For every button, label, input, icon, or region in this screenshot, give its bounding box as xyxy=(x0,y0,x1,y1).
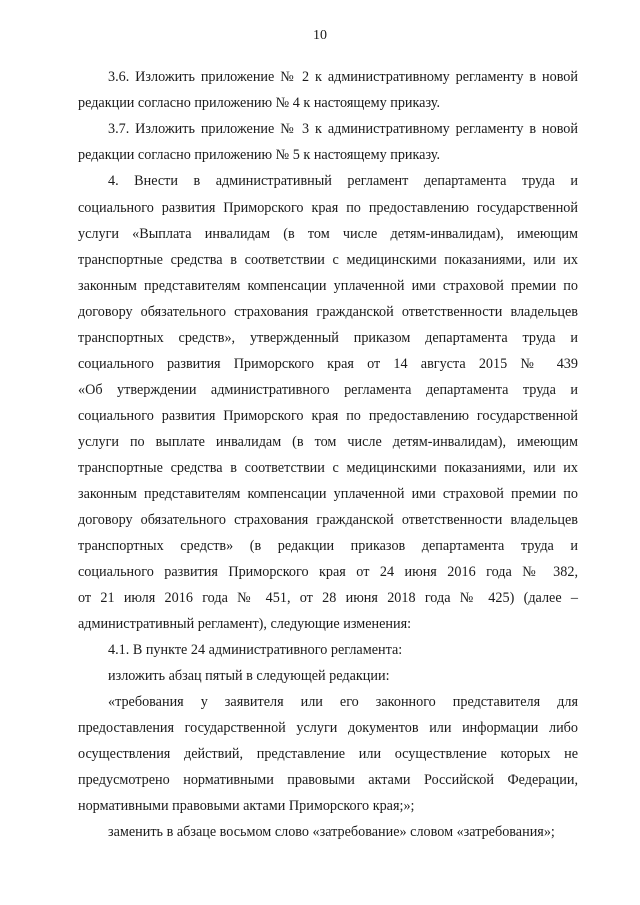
text-line: «требования у заявителя или его законного представителя для xyxy=(108,694,578,710)
text-line: 4. Внести в административный регламент департамента труда и xyxy=(108,173,578,189)
text-line: законным представителям компенсации уплаченной ими страховой премии по xyxy=(78,486,578,502)
text-line: услуги «Выплата инвалидам (в том числе детям-инвалидам), имеющим xyxy=(78,226,578,242)
text-line: редакции согласно приложению № 4 к настоящему приказу. xyxy=(78,95,441,111)
text-line: нормативными правовыми актами Приморского края;»; xyxy=(78,798,415,814)
text-line: социального развития Приморского края от 14 августа 2015 № 439 xyxy=(78,356,578,372)
text-line: транспортных средств» (в редакции приказов департамента труда и xyxy=(78,538,578,554)
text-line: транспортных средств», утвержденный приказом департамента труда и xyxy=(78,330,578,346)
text-line: редакции согласно приложению № 5 к настоящему приказу. xyxy=(78,147,441,163)
text-line: договору обязательного страхования гражданской ответственности владельцев xyxy=(78,304,578,320)
text-line: социального развития Приморского края от 24 июня 2016 года № 382, xyxy=(78,564,578,580)
text-line: транспортные средства в соответствии с медицинскими показаниями, или их xyxy=(78,460,578,476)
text-line: от 21 июля 2016 года № 451, от 28 июня 2018 года № 425) (далее – xyxy=(78,590,578,606)
page-number: 10 xyxy=(313,28,327,43)
text-line: транспортные средства в соответствии с медицинскими показаниями, или их xyxy=(78,252,578,268)
text-line: предусмотрено нормативными правовыми актами Российской Федерации, xyxy=(78,772,578,788)
text-line: договору обязательного страхования гражданской ответственности владельцев xyxy=(78,512,578,528)
text-line: 3.7. Изложить приложение № 3 к административному регламенту в новой xyxy=(108,121,578,137)
text-line: заменить в абзаце восьмом слово «затребование» словом «затребования»; xyxy=(108,824,555,840)
text-line: «Об утверждении административного регламента департамента труда и xyxy=(78,382,578,398)
text-line: изложить абзац пятый в следующей редакции: xyxy=(108,668,390,684)
text-line: предоставления государственной услуги документов или информации либо xyxy=(78,720,578,736)
text-line: административный регламент), следующие изменения: xyxy=(78,616,412,632)
text-line: законным представителям компенсации уплаченной ими страховой премии по xyxy=(78,278,578,294)
text-line: социального развития Приморского края по предоставлению государственной xyxy=(78,200,578,216)
text-line: осуществления действий, представление или осуществление которых не xyxy=(78,746,578,762)
text-line: 3.6. Изложить приложение № 2 к административному регламенту в новой xyxy=(108,69,578,85)
text-line: услуги по выплате инвалидам (в том числе детям-инвалидам), имеющим xyxy=(78,434,578,450)
text-line: социального развития Приморского края по предоставлению государственной xyxy=(78,408,578,424)
text-line: 4.1. В пункте 24 административного регламента: xyxy=(108,642,403,658)
